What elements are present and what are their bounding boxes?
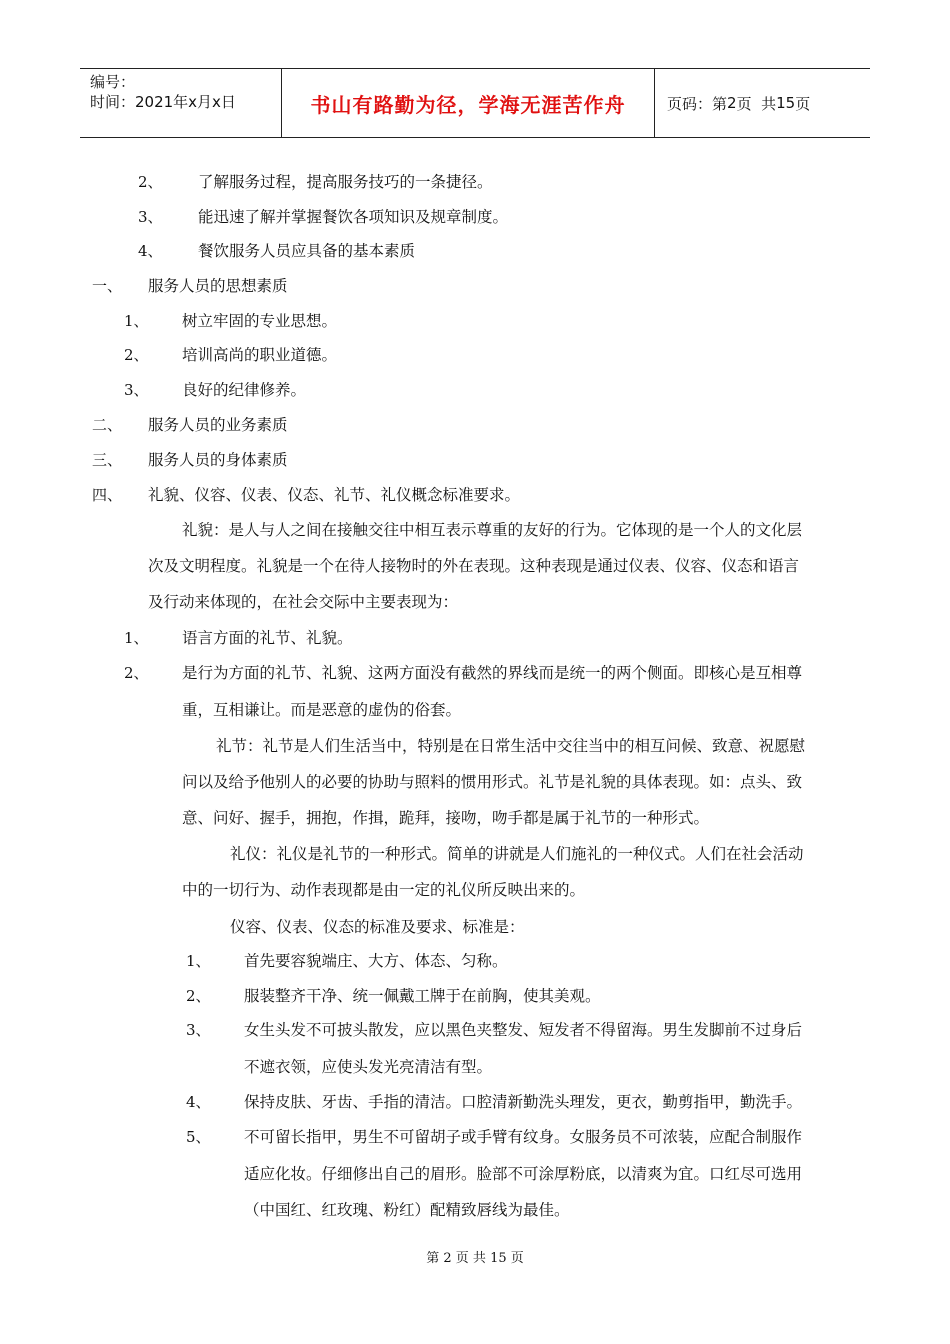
list-number: 5、 — [186, 1128, 211, 1146]
text-line: 中的一切行为、动作表现都是由一定的礼仪所反映出来的。 — [182, 881, 586, 899]
text-line: 仪容、仪表、仪态的标准及要求、标准是： — [230, 918, 525, 936]
text-line: 服务人员的身体素质 — [148, 451, 288, 469]
text-line: 树立牢固的专业思想。 — [182, 312, 338, 330]
text-line: 适应化妆。仔细修出自己的眉形。脸部不可涂厚粉底，以清爽为宜。口红尽可选用 — [244, 1165, 803, 1183]
text-line: 服务人员的业务素质 — [148, 416, 288, 434]
text-line: 礼仪：礼仪是礼节的一种形式。简单的讲就是人们施礼的一种仪式。人们在社会活动 — [230, 845, 804, 863]
text-line: 良好的纪律修养。 — [182, 381, 307, 399]
text-line: 服装整齐干净、统一佩戴工牌于在前胸，使其美观。 — [244, 987, 601, 1005]
text-line: 语言方面的礼节、礼貌。 — [182, 629, 353, 647]
text-line: 次及文明程度。礼貌是一个在待人接物时的外在表现。这种表现是通过仪表、仪容、仪态和语言 — [148, 557, 800, 575]
serial-label: 编号： — [90, 73, 136, 91]
header-motto: 书山有路勤为径，学海无涯苦作舟 — [282, 69, 655, 137]
list-number: 4、 — [186, 1093, 211, 1111]
header-meta — [80, 69, 282, 137]
page-total: 15 — [776, 94, 796, 112]
text-line: 礼貌：是人与人之间在接触交往中相互表示尊重的友好的行为。它体现的是一个人的文化层 — [182, 521, 803, 539]
list-number: 2、 — [186, 987, 211, 1005]
list-number: 一、 — [92, 277, 123, 295]
page-number: 2 — [727, 94, 737, 112]
text-line: 保持皮肤、牙齿、手指的清洁。口腔清新勤洗头理发，更衣，勤剪指甲，勤洗手。 — [244, 1093, 803, 1111]
header-page-info — [655, 69, 870, 137]
page-mid: 页 共 — [736, 94, 777, 113]
list-number: 1、 — [186, 952, 211, 970]
text-line: 能迅速了解并掌握餐饮各项知识及规章制度。 — [198, 208, 509, 226]
list-number: 2、 — [138, 173, 163, 191]
footer-total: 15 — [490, 1251, 507, 1266]
text-line: 首先要容貌端庄、大方、体态、匀称。 — [244, 952, 508, 970]
footer-suffix: 页 — [510, 1251, 524, 1266]
list-number: 3、 — [124, 381, 149, 399]
list-number: 1、 — [124, 629, 149, 647]
footer-mid: 页 共 — [455, 1251, 486, 1266]
page-suffix: 页 — [795, 94, 811, 113]
text-line: 餐饮服务人员应具备的基本素质 — [198, 242, 416, 260]
list-number: 二、 — [92, 416, 123, 434]
text-line: 意、问好、握手，拥抱，作揖，跪拜，接吻，吻手都是属于礼节的一种形式。 — [182, 809, 710, 827]
list-number: 3、 — [138, 208, 163, 226]
text-line: 是行为方面的礼节、礼貌、这两方面没有截然的界线而是统一的两个侧面。即核心是互相尊 — [182, 664, 803, 682]
text-line: 问以及给予他别人的必要的协助与照料的惯用形式。礼节是礼貌的具体表现。如：点头、致 — [182, 773, 803, 791]
list-number: 三、 — [92, 451, 123, 469]
list-number: 2、 — [124, 664, 149, 682]
page-footer — [0, 1247, 950, 1266]
text-line: 重，互相谦让。而是恶意的虚伪的俗套。 — [182, 701, 462, 719]
text-line: 及行动来体现的，在社会交际中主要表现为： — [148, 593, 459, 611]
list-number: 1、 — [124, 312, 149, 330]
list-number: 4、 — [138, 242, 163, 260]
text-line: 不遮衣领，应使头发光亮清洁有型。 — [244, 1058, 493, 1076]
footer-prefix: 第 — [426, 1251, 440, 1266]
list-number: 2、 — [124, 346, 149, 364]
text-line: 培训高尚的职业道德。 — [182, 346, 338, 364]
text-line: 礼节：礼节是人们生活当中，特别是在日常生活中交往当中的相互问候、致意、祝愿慰 — [216, 737, 806, 755]
text-line: 礼貌、仪容、仪表、仪态、礼节、礼仪概念标准要求。 — [148, 486, 521, 504]
list-number: 四、 — [92, 486, 123, 504]
list-number: 3、 — [186, 1021, 211, 1039]
text-line: 女生头发不可披头散发，应以黑色夹整发、短发者不得留海。男生发脚前不过身后 — [244, 1021, 803, 1039]
page-prefix: 页码：第 — [667, 94, 728, 113]
page-header — [80, 68, 870, 138]
text-line: （中国红、红玫瑰、粉红）配精致唇线为最佳。 — [244, 1201, 570, 1219]
text-line: 不可留长指甲，男生不可留胡子或手臂有纹身。女服务员不可浓装，应配合制服作 — [244, 1128, 803, 1146]
text-line: 了解服务过程，提高服务技巧的一条捷径。 — [198, 173, 493, 191]
date-label: 时间：2021年x月x日 — [90, 93, 236, 111]
text-line: 服务人员的思想素质 — [148, 277, 288, 295]
footer-page: 2 — [443, 1251, 452, 1266]
